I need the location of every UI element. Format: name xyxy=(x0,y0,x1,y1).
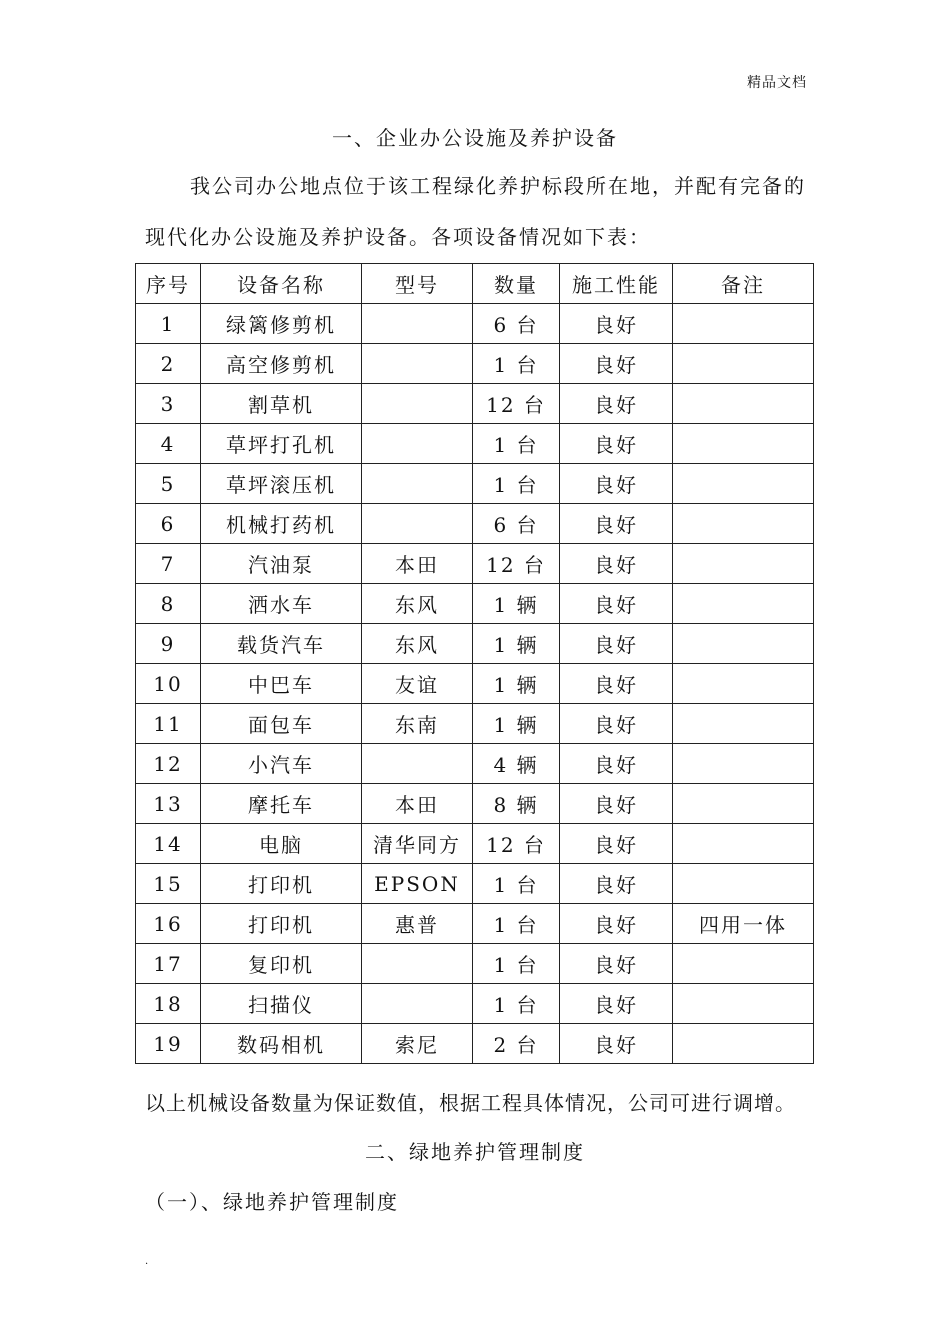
table-cell: 良好 xyxy=(560,584,673,624)
table-cell: 割草机 xyxy=(201,384,362,424)
table-cell xyxy=(362,944,473,984)
table-cell: 2 xyxy=(136,344,201,384)
table-cell: 11 xyxy=(136,704,201,744)
table-cell xyxy=(673,584,814,624)
table-cell: 良好 xyxy=(560,384,673,424)
table-cell: 1 台 xyxy=(473,424,560,464)
table-cell xyxy=(362,424,473,464)
table-cell xyxy=(673,664,814,704)
table-cell: 8 辆 xyxy=(473,784,560,824)
table-cell: 9 xyxy=(136,624,201,664)
table-row xyxy=(136,424,814,464)
table-cell: 打印机 xyxy=(201,864,362,904)
table-row xyxy=(136,544,814,584)
table-row xyxy=(136,784,814,824)
table-cell: 草坪打孔机 xyxy=(201,424,362,464)
table-cell: 12 台 xyxy=(473,544,560,584)
footer-dot: . xyxy=(145,1256,149,1267)
table-cell: EPSON xyxy=(362,864,473,904)
table-row xyxy=(136,584,814,624)
table-cell: 绿篱修剪机 xyxy=(201,304,362,344)
table-cell: 汽油泵 xyxy=(201,544,362,584)
table-cell xyxy=(673,624,814,664)
table-cell xyxy=(673,424,814,464)
table-cell: 12 台 xyxy=(473,824,560,864)
table-cell: 1 台 xyxy=(473,344,560,384)
table-cell: 6 台 xyxy=(473,304,560,344)
section-title-1: 一、企业办公设施及养护设备 xyxy=(332,126,618,150)
table-body xyxy=(136,304,814,1064)
table-cell: 良好 xyxy=(560,664,673,704)
table-cell xyxy=(673,344,814,384)
table-cell xyxy=(673,1024,814,1064)
table-cell: 良好 xyxy=(560,464,673,504)
table-cell: 13 xyxy=(136,784,201,824)
header-cell: 序号 xyxy=(136,264,201,304)
table-cell: 16 xyxy=(136,904,201,944)
table-cell: 17 xyxy=(136,944,201,984)
table-cell: 扫描仪 xyxy=(201,984,362,1024)
table-cell xyxy=(673,864,814,904)
table-cell: 良好 xyxy=(560,864,673,904)
table-cell: 1 台 xyxy=(473,984,560,1024)
table-cell: 5 xyxy=(136,464,201,504)
table-row xyxy=(136,984,814,1024)
table-cell: 草坪滚压机 xyxy=(201,464,362,504)
table-cell: 6 xyxy=(136,504,201,544)
table-cell: 数码相机 xyxy=(201,1024,362,1064)
table-cell: 东风 xyxy=(362,624,473,664)
table-cell: 东风 xyxy=(362,584,473,624)
table-cell: 高空修剪机 xyxy=(201,344,362,384)
table-cell: 面包车 xyxy=(201,704,362,744)
table-cell xyxy=(673,824,814,864)
table-cell: 6 台 xyxy=(473,504,560,544)
table-cell: 1 台 xyxy=(473,464,560,504)
table-cell: 1 辆 xyxy=(473,664,560,704)
table-cell: 载货汽车 xyxy=(201,624,362,664)
table-cell: 本田 xyxy=(362,544,473,584)
table-row xyxy=(136,864,814,904)
table-cell: 1 辆 xyxy=(473,624,560,664)
table-cell xyxy=(673,504,814,544)
table-cell: 3 xyxy=(136,384,201,424)
table-cell: 机械打药机 xyxy=(201,504,362,544)
table-cell xyxy=(362,384,473,424)
table-cell: 本田 xyxy=(362,784,473,824)
table-cell: 2 台 xyxy=(473,1024,560,1064)
table-cell: 良好 xyxy=(560,424,673,464)
table-cell xyxy=(673,784,814,824)
table-row xyxy=(136,744,814,784)
table-cell xyxy=(673,384,814,424)
table-cell: 1 台 xyxy=(473,944,560,984)
table-cell xyxy=(362,504,473,544)
intro-paragraph-line-2: 现代化办公设施及养护设备。各项设备情况如下表： xyxy=(145,225,651,249)
table-row xyxy=(136,824,814,864)
table-cell xyxy=(362,344,473,384)
table-cell xyxy=(673,944,814,984)
table-cell: 10 xyxy=(136,664,201,704)
table-cell: 复印机 xyxy=(201,944,362,984)
table-cell: 14 xyxy=(136,824,201,864)
table-cell: 索尼 xyxy=(362,1024,473,1064)
table-cell: 友谊 xyxy=(362,664,473,704)
table-cell: 摩托车 xyxy=(201,784,362,824)
table-cell: 4 辆 xyxy=(473,744,560,784)
table-cell: 打印机 xyxy=(201,904,362,944)
table-cell: 1 xyxy=(136,304,201,344)
table-cell: 良好 xyxy=(560,624,673,664)
table-cell xyxy=(673,744,814,784)
table-cell: 良好 xyxy=(560,984,673,1024)
table-row xyxy=(136,944,814,984)
table-row xyxy=(136,464,814,504)
table-cell: 良好 xyxy=(560,784,673,824)
table-cell: 12 台 xyxy=(473,384,560,424)
table-cell: 良好 xyxy=(560,504,673,544)
header-cell: 设备名称 xyxy=(201,264,362,304)
table-cell xyxy=(362,984,473,1024)
table-cell: 清华同方 xyxy=(362,824,473,864)
table-cell: 良好 xyxy=(560,744,673,784)
table-cell: 洒水车 xyxy=(201,584,362,624)
header-cell: 施工性能 xyxy=(560,264,673,304)
table-cell: 良好 xyxy=(560,944,673,984)
table-cell: 良好 xyxy=(560,344,673,384)
equipment-table xyxy=(135,263,814,1064)
table-cell: 8 xyxy=(136,584,201,624)
header-note: 精品文档 xyxy=(747,75,807,91)
table-cell: 1 台 xyxy=(473,904,560,944)
table-row xyxy=(136,304,814,344)
table-cell: 7 xyxy=(136,544,201,584)
table-cell xyxy=(673,704,814,744)
table-row xyxy=(136,704,814,744)
table-cell xyxy=(673,984,814,1024)
table-cell xyxy=(362,744,473,784)
table-cell: 19 xyxy=(136,1024,201,1064)
table-cell: 4 xyxy=(136,424,201,464)
section-title-2: 二、绿地养护管理制度 xyxy=(365,1140,585,1164)
table-cell: 1 辆 xyxy=(473,704,560,744)
table-cell xyxy=(673,464,814,504)
table-cell: 良好 xyxy=(560,1024,673,1064)
table-cell: 中巴车 xyxy=(201,664,362,704)
header-cell: 备注 xyxy=(673,264,814,304)
table-cell xyxy=(362,464,473,504)
subsection-title-1: （一）、绿地养护管理制度 xyxy=(145,1190,399,1214)
table-header-row xyxy=(136,264,814,304)
table-row xyxy=(136,664,814,704)
table-cell: 良好 xyxy=(560,304,673,344)
table-cell: 惠普 xyxy=(362,904,473,944)
table-cell: 小汽车 xyxy=(201,744,362,784)
header-cell: 型号 xyxy=(362,264,473,304)
table-row xyxy=(136,344,814,384)
table-cell: 电脑 xyxy=(201,824,362,864)
table-cell: 东南 xyxy=(362,704,473,744)
header-cell: 数量 xyxy=(473,264,560,304)
table-cell xyxy=(362,304,473,344)
table-note: 以上机械设备数量为保证数值，根据工程具体情况，公司可进行调增。 xyxy=(145,1091,796,1115)
table-cell xyxy=(673,304,814,344)
table-row xyxy=(136,384,814,424)
table-cell: 12 xyxy=(136,744,201,784)
table-row xyxy=(136,504,814,544)
table-row xyxy=(136,1024,814,1064)
table-cell: 良好 xyxy=(560,544,673,584)
table-cell: 1 辆 xyxy=(473,584,560,624)
table-cell: 良好 xyxy=(560,704,673,744)
intro-paragraph-line-1: 我公司办公地点位于该工程绿化养护标段所在地，并配有完备的 xyxy=(190,174,806,198)
table-cell: 良好 xyxy=(560,904,673,944)
table-cell: 18 xyxy=(136,984,201,1024)
table-row xyxy=(136,624,814,664)
table-cell xyxy=(673,544,814,584)
table-cell: 15 xyxy=(136,864,201,904)
table-cell: 1 台 xyxy=(473,864,560,904)
table-row xyxy=(136,904,814,944)
table-cell: 良好 xyxy=(560,824,673,864)
table-cell: 四用一体 xyxy=(673,904,814,944)
